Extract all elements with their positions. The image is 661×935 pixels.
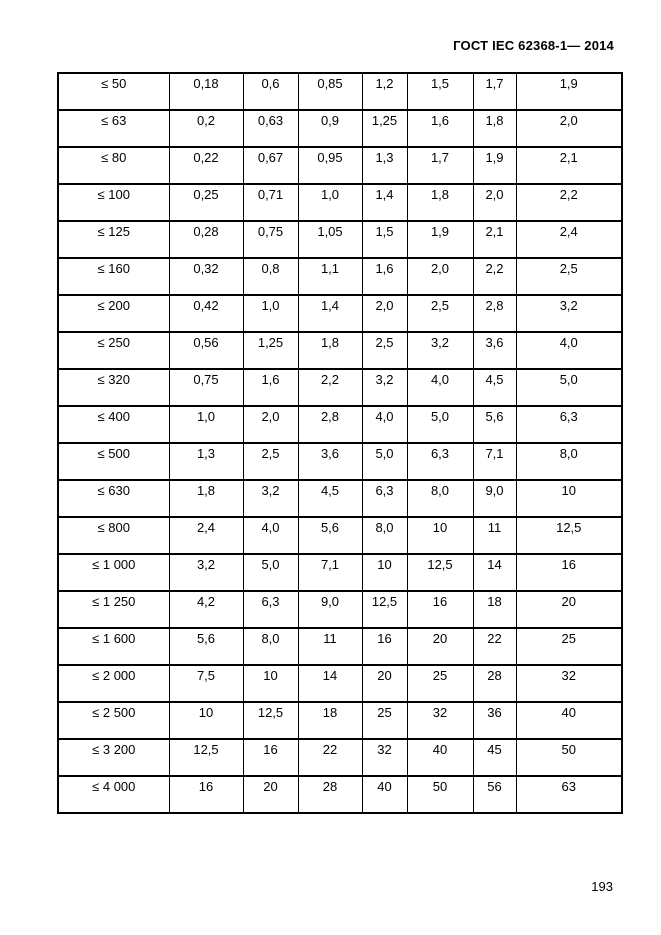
table-cell: 20 — [516, 591, 622, 628]
table-cell: 1,0 — [169, 406, 243, 443]
table-cell: 12,5 — [516, 517, 622, 554]
table-cell: 8,0 — [243, 628, 298, 665]
table-cell: 0,28 — [169, 221, 243, 258]
table-cell: 0,18 — [169, 73, 243, 110]
table-row-header-cell: ≤ 200 — [58, 295, 169, 332]
table-row — [58, 221, 622, 258]
table-cell: 2,1 — [473, 221, 516, 258]
table-row — [58, 332, 622, 369]
table-cell: 2,0 — [407, 258, 473, 295]
table-cell: 7,1 — [473, 443, 516, 480]
table-cell: 2,0 — [516, 110, 622, 147]
table-cell: 1,1 — [298, 258, 362, 295]
table-row — [58, 480, 622, 517]
table-cell: 2,0 — [473, 184, 516, 221]
table-cell: 5,0 — [407, 406, 473, 443]
table-cell: 1,5 — [407, 73, 473, 110]
table-cell: 7,5 — [169, 665, 243, 702]
table-cell: 6,3 — [516, 406, 622, 443]
table-row — [58, 628, 622, 665]
table-row — [58, 369, 622, 406]
table-cell: 10 — [407, 517, 473, 554]
table-row-header-cell: ≤ 320 — [58, 369, 169, 406]
table-cell: 1,6 — [407, 110, 473, 147]
table-row — [58, 147, 622, 184]
table-row-header-cell: ≤ 250 — [58, 332, 169, 369]
table-cell: 10 — [516, 480, 622, 517]
table-cell: 32 — [516, 665, 622, 702]
table-cell: 40 — [362, 776, 407, 813]
table-cell: 3,6 — [473, 332, 516, 369]
table-cell: 1,9 — [407, 221, 473, 258]
table-cell: 0,75 — [243, 221, 298, 258]
table-cell: 12,5 — [243, 702, 298, 739]
table-cell: 1,7 — [473, 73, 516, 110]
table-cell: 1,9 — [516, 73, 622, 110]
table-cell: 25 — [407, 665, 473, 702]
table-row-header-cell: ≤ 4 000 — [58, 776, 169, 813]
table-cell: 4,2 — [169, 591, 243, 628]
table-row — [58, 110, 622, 147]
table-cell: 3,2 — [516, 295, 622, 332]
page-number: 193 — [591, 879, 613, 894]
values-table — [57, 72, 623, 814]
table-row-header-cell: ≤ 800 — [58, 517, 169, 554]
table-row-header-cell: ≤ 400 — [58, 406, 169, 443]
table-cell: 10 — [169, 702, 243, 739]
table-cell: 0,2 — [169, 110, 243, 147]
table-cell: 5,6 — [473, 406, 516, 443]
table-cell: 2,2 — [298, 369, 362, 406]
table-cell: 5,0 — [362, 443, 407, 480]
table-row-header-cell: ≤ 1 600 — [58, 628, 169, 665]
table-cell: 5,0 — [243, 554, 298, 591]
table-cell: 8,0 — [516, 443, 622, 480]
table-cell: 4,0 — [362, 406, 407, 443]
table-cell: 5,0 — [516, 369, 622, 406]
table-cell: 32 — [362, 739, 407, 776]
table-cell: 4,0 — [243, 517, 298, 554]
table-cell: 9,0 — [473, 480, 516, 517]
table-cell: 1,8 — [407, 184, 473, 221]
table-row-header-cell: ≤ 3 200 — [58, 739, 169, 776]
table-cell: 16 — [169, 776, 243, 813]
table-row-header-cell: ≤ 100 — [58, 184, 169, 221]
table-row — [58, 258, 622, 295]
table-cell: 40 — [516, 702, 622, 739]
table-row — [58, 739, 622, 776]
table-cell: 20 — [362, 665, 407, 702]
table-row — [58, 554, 622, 591]
table-cell: 18 — [473, 591, 516, 628]
table-cell: 2,4 — [169, 517, 243, 554]
table-row — [58, 295, 622, 332]
table-cell: 0,8 — [243, 258, 298, 295]
table-cell: 9,0 — [298, 591, 362, 628]
table-cell: 3,6 — [298, 443, 362, 480]
table-cell: 0,25 — [169, 184, 243, 221]
table-cell: 6,3 — [407, 443, 473, 480]
table-cell: 0,9 — [298, 110, 362, 147]
table-cell: 1,25 — [243, 332, 298, 369]
table-cell: 1,3 — [362, 147, 407, 184]
table-row — [58, 591, 622, 628]
table-cell: 3,2 — [243, 480, 298, 517]
table-cell: 5,6 — [298, 517, 362, 554]
table-cell: 12,5 — [169, 739, 243, 776]
table-cell: 2,5 — [362, 332, 407, 369]
table-row — [58, 443, 622, 480]
table-cell: 5,6 — [169, 628, 243, 665]
table-cell: 3,2 — [362, 369, 407, 406]
table-cell: 1,25 — [362, 110, 407, 147]
table-cell: 20 — [243, 776, 298, 813]
table-cell: 10 — [243, 665, 298, 702]
table-cell: 2,0 — [362, 295, 407, 332]
table-cell: 22 — [298, 739, 362, 776]
table-cell: 11 — [473, 517, 516, 554]
table-row — [58, 702, 622, 739]
table-cell: 4,0 — [516, 332, 622, 369]
table-row — [58, 73, 622, 110]
table-cell: 25 — [362, 702, 407, 739]
table-cell: 0,22 — [169, 147, 243, 184]
table-cell: 32 — [407, 702, 473, 739]
table-cell: 0,6 — [243, 73, 298, 110]
table-cell: 0,42 — [169, 295, 243, 332]
table-cell: 0,63 — [243, 110, 298, 147]
table-cell: 1,4 — [298, 295, 362, 332]
table-cell: 7,1 — [298, 554, 362, 591]
table-cell: 1,4 — [362, 184, 407, 221]
table-cell: 4,0 — [407, 369, 473, 406]
table-cell: 28 — [473, 665, 516, 702]
table-row-header-cell: ≤ 160 — [58, 258, 169, 295]
table-cell: 50 — [516, 739, 622, 776]
table-cell: 0,32 — [169, 258, 243, 295]
table-cell: 1,8 — [298, 332, 362, 369]
table-cell: 16 — [516, 554, 622, 591]
table-cell: 20 — [407, 628, 473, 665]
table-cell: 1,0 — [243, 295, 298, 332]
table-cell: 1,05 — [298, 221, 362, 258]
table-cell: 1,0 — [298, 184, 362, 221]
table-cell: 2,0 — [243, 406, 298, 443]
table-row — [58, 406, 622, 443]
table-cell: 2,5 — [516, 258, 622, 295]
document-header: ГОСТ IEC 62368-1— 2014 — [453, 38, 614, 53]
table-cell: 16 — [243, 739, 298, 776]
table-cell: 0,67 — [243, 147, 298, 184]
table-cell: 1,9 — [473, 147, 516, 184]
table-cell: 4,5 — [298, 480, 362, 517]
table-cell: 3,2 — [407, 332, 473, 369]
table-cell: 45 — [473, 739, 516, 776]
table-cell: 6,3 — [243, 591, 298, 628]
table-cell: 36 — [473, 702, 516, 739]
table-cell: 12,5 — [362, 591, 407, 628]
table-cell: 2,5 — [407, 295, 473, 332]
table-row-header-cell: ≤ 500 — [58, 443, 169, 480]
table-cell: 8,0 — [407, 480, 473, 517]
table-cell: 10 — [362, 554, 407, 591]
table-cell: 40 — [407, 739, 473, 776]
table-cell: 1,8 — [473, 110, 516, 147]
table-cell: 2,8 — [298, 406, 362, 443]
table-cell: 0,75 — [169, 369, 243, 406]
table-cell: 1,6 — [362, 258, 407, 295]
table-cell: 28 — [298, 776, 362, 813]
table-cell: 14 — [298, 665, 362, 702]
table-cell: 16 — [407, 591, 473, 628]
table-row-header-cell: ≤ 2 500 — [58, 702, 169, 739]
table-row-header-cell: ≤ 1 250 — [58, 591, 169, 628]
table-cell: 0,85 — [298, 73, 362, 110]
table-row-header-cell: ≤ 1 000 — [58, 554, 169, 591]
table-row — [58, 776, 622, 813]
table-cell: 2,2 — [473, 258, 516, 295]
table-row — [58, 517, 622, 554]
table-body — [58, 73, 622, 813]
table-cell: 2,5 — [243, 443, 298, 480]
table-row-header-cell: ≤ 125 — [58, 221, 169, 258]
table-cell: 56 — [473, 776, 516, 813]
table-cell: 22 — [473, 628, 516, 665]
table-row-header-cell: ≤ 80 — [58, 147, 169, 184]
table-cell: 11 — [298, 628, 362, 665]
table-cell: 0,95 — [298, 147, 362, 184]
table-cell: 1,7 — [407, 147, 473, 184]
table-cell: 0,56 — [169, 332, 243, 369]
table-cell: 25 — [516, 628, 622, 665]
table-cell: 12,5 — [407, 554, 473, 591]
table-cell: 1,5 — [362, 221, 407, 258]
table-cell: 4,5 — [473, 369, 516, 406]
table-cell: 8,0 — [362, 517, 407, 554]
table-cell: 3,2 — [169, 554, 243, 591]
table-row-header-cell: ≤ 630 — [58, 480, 169, 517]
table-cell: 1,2 — [362, 73, 407, 110]
table-cell: 1,6 — [243, 369, 298, 406]
table-cell: 18 — [298, 702, 362, 739]
table-row — [58, 184, 622, 221]
table-cell: 50 — [407, 776, 473, 813]
table-cell: 63 — [516, 776, 622, 813]
table-cell: 16 — [362, 628, 407, 665]
table-cell: 2,4 — [516, 221, 622, 258]
table-row-header-cell: ≤ 50 — [58, 73, 169, 110]
table-cell: 2,1 — [516, 147, 622, 184]
table-row — [58, 665, 622, 702]
table-cell: 1,8 — [169, 480, 243, 517]
table-row-header-cell: ≤ 63 — [58, 110, 169, 147]
table-row-header-cell: ≤ 2 000 — [58, 665, 169, 702]
table-cell: 0,71 — [243, 184, 298, 221]
table-cell: 14 — [473, 554, 516, 591]
table-cell: 2,8 — [473, 295, 516, 332]
table-cell: 1,3 — [169, 443, 243, 480]
table-cell: 6,3 — [362, 480, 407, 517]
table-cell: 2,2 — [516, 184, 622, 221]
